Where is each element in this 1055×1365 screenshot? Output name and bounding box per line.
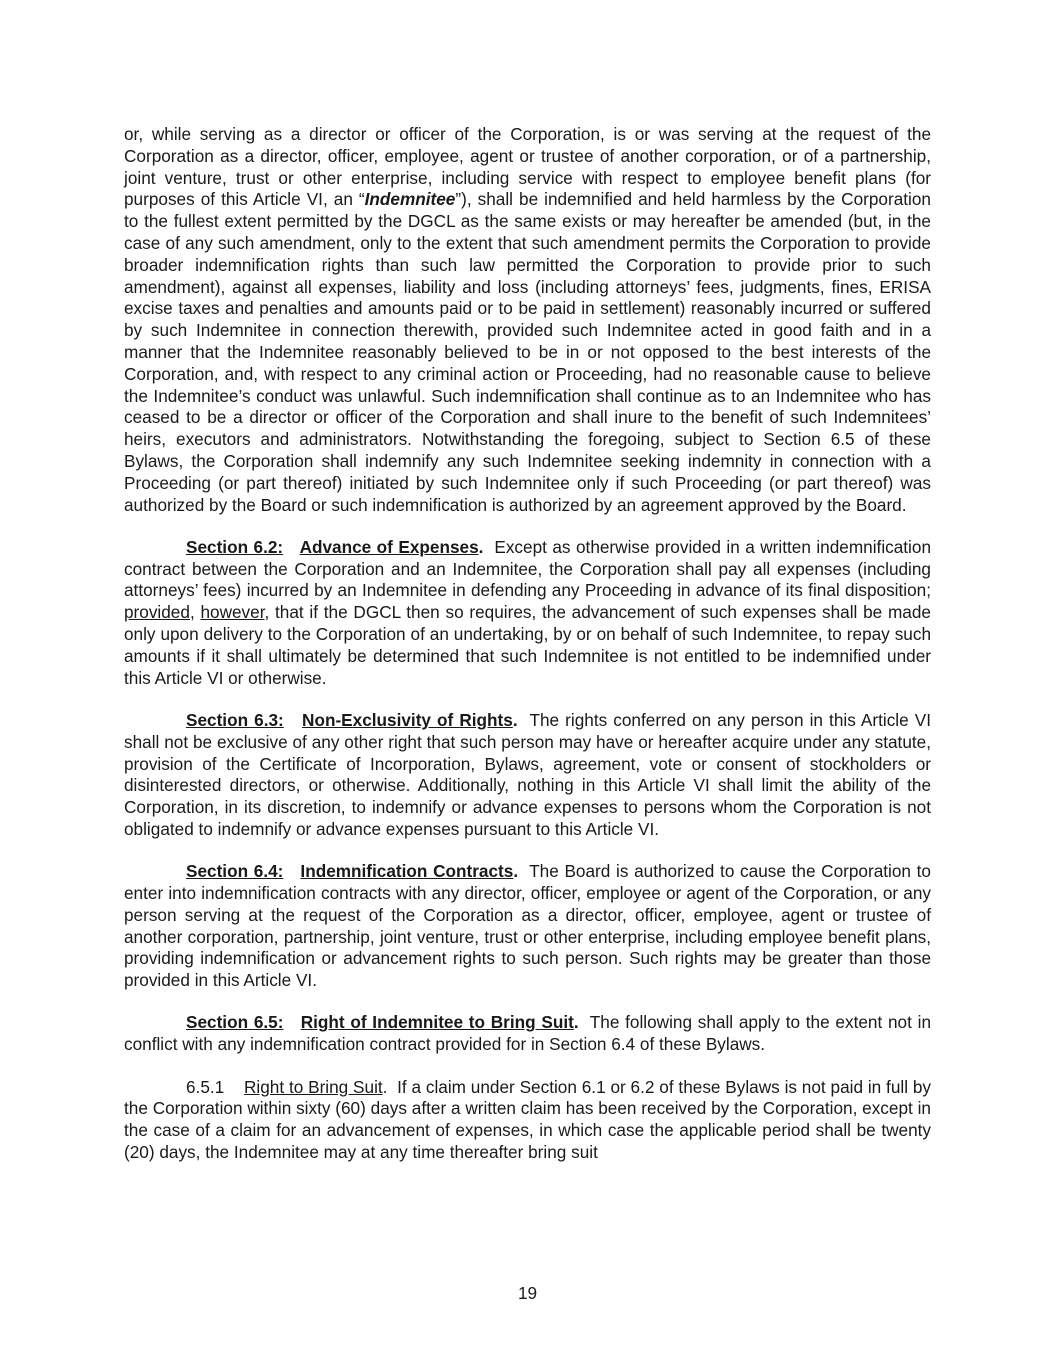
section-label: Section 6.5:: [186, 1012, 284, 1033]
section-label: Section 6.3:: [186, 709, 284, 730]
term-provided: provided: [124, 602, 190, 623]
section-6-5: Section 6.5: Right of Indemnitee to Bring Suit. The following shall apply to the extent not in conflict with any indemnification contract provided for in Section 6.4 of these Bylaws.: [124, 1012, 931, 1055]
section-heading: Advance of Expenses: [299, 536, 479, 557]
section-label: Section 6.4:: [186, 861, 284, 882]
subsection-heading: Right to Bring Suit: [244, 1076, 383, 1097]
section-6-4: Section 6.4: Indemnification Contracts. The Board is authorized to cause the Corporation to enter into indemnification contracts with any director, officer, employee or agent of the Corporation, or any person serving at the request of the Corporation as a director, officer, employee, agent or trustee of another corporation, partnership, joint venture, trust or other enterprise, including employee benefit plans, providing indemnification or advancement rights to such person. Such rights may be greater than those provided in this Article VI.: [124, 861, 931, 991]
defined-term-indemnitee: Indemnitee: [364, 189, 456, 210]
section-6-3: Section 6.3: Non-Exclusivity of Rights. The rights conferred on any person in this Article VI shall not be exclusive of any other right that such person may have or hereafter acquire under any statute, provision of the Certificate of Incorporation, Bylaws, agreement, vote or consent of stockholders or disinterested directors, or otherwise. Additionally, nothing in this Article VI shall limit the ability of the Corporation, in its discretion, to indemnify or advance expenses to persons whom the Corporation is not obligated to indemnify or advance expenses pursuant to this Article VI.: [124, 709, 931, 839]
section-heading: Non-Exclusivity of Rights: [302, 709, 513, 730]
subsection-number: 6.5.1: [186, 1076, 225, 1097]
page-number: 19: [517, 1283, 538, 1303]
paragraph-indemnification-continued: or, while serving as a director or officer of the Corporation, is or was serving at the request of the Corporation as a director, officer, employee, agent or trustee of another corporation, or of a partnership, joint venture, trust or other enterprise, including service with respect to employee benefit plans (for purposes of this Article VI, an “Indemnitee”), shall be indemnified and held harmless by the Corporation to the fullest extent permitted by the DGCL as the same exists or may hereafter be amended (but, in the case of any such amendment, only to the extent that such amendment permits the Corporation to provide broader indemnification rights than such law permitted the Corporation to provide prior to such amendment), against all expenses, liability and loss (including attorneys’ fees, judgments, fines, ERISA excise taxes and penalties and amounts paid or to be paid in settlement) reasonably incurred or suffered by such Indemnitee in connection therewith, provided such Indemnitee acted in good faith and in a manner that the Indemnitee reasonably believed to be in or not opposed to the best interests of the Corporation, and, with respect to any criminal action or Proceeding, had no reasonable cause to believe the Indemnitee’s conduct was unlawful. Such indemnification shall continue as to an Indemnitee who has ceased to be a director or officer of the Corporation and shall inure to the benefit of such Indemnitees’ heirs, executors and administrators. Notwithstanding the foregoing, subject to Section 6.5 of these Bylaws, the Corporation shall indemnify any such Indemnitee seeking indemnity in connection with a Proceeding (or part thereof) initiated by such Indemnitee only if such Proceeding (or part thereof) was authorized by the Board or such indemnification is authorized by an agreement approved by the Board.: [124, 124, 931, 515]
section-heading: Right of Indemnitee to Bring Suit: [300, 1012, 574, 1033]
section-6-2: Section 6.2: Advance of Expenses. Except as otherwise provided in a written indemnification contract between the Corporation and an Indemnitee, the Corporation shall pay all expenses (including attorneys’ fees) incurred by an Indemnitee in defending any Proceeding in advance of its final disposition; provided, however, that if the DGCL then so requires, the advancement of such expenses shall be made only upon delivery to the Corporation of an undertaking, by or on behalf of such Indemnitee, to repay such amounts if it shall ultimately be determined that such Indemnitee is not entitled to be indemnified under this Article VI or otherwise.: [124, 536, 931, 688]
subsection-6-5-1: 6.5.1 Right to Bring Suit. If a claim under Section 6.1 or 6.2 of these Bylaws is not paid in full by the Corporation within sixty (60) days after a written claim has been received by the Corporation, except in the case of a claim for an advancement of expenses, in which case the applicable period shall be twenty (20) days, the Indemnitee may at any time thereafter bring suit: [124, 1076, 931, 1162]
term-however: however: [200, 602, 265, 623]
section-label: Section 6.2:: [186, 536, 284, 557]
document-page: [124, 124, 931, 1184]
section-heading: Indemnification Contracts: [300, 861, 514, 882]
